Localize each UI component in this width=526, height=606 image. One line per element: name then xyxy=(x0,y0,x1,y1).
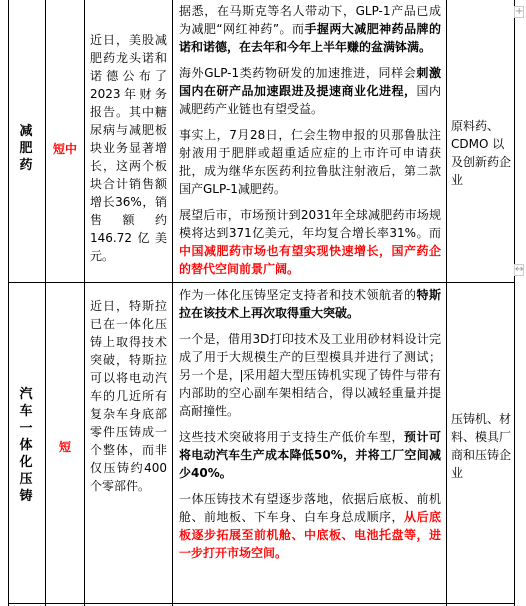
table-resize-handle[interactable]: ↔ xyxy=(515,264,524,275)
table-resize-handle[interactable]: + xyxy=(515,6,524,17)
table-border-right xyxy=(514,0,515,606)
table-border-bottom xyxy=(8,603,515,604)
row-title-weight-loss-drug: 减 肥 药 xyxy=(19,124,33,173)
event-description: 近日，美股减肥药龙头诺和诺德公布了2023年财务报告。其中糖尿病与减肥板块业务显著增长，这两个板块合计销售额增长36%，销售额约146.72亿美元。 xyxy=(90,33,167,263)
col-divider-3 xyxy=(172,0,173,606)
col-divider-4 xyxy=(446,0,447,606)
detail-analysis: 作为一体化压铸坚定支持者和技术领航者的特斯拉在该技术上再次取得重大突破。 一个是，借用3D打印技术及工业用砂材料设计完成了用于大规模生产的巨型模具并进行了测试；另一个是，采用超大型压铸机实现了铸件与带有内部助的空心副车架相结合，得以减轻重量并提高耐撞性。 这些技术突破将用于支持生产低价车型，预计可将电动汽车生产成本降低50%，并将工厂空间减少40%。 一体压铸技术有望逐步落地，依据后底板、前机舱、前地板、下车身、白车身总成顺序，从后底板逐步拓展至前机舱、中底板、电池托盘等，进一步打开市场空间。 xyxy=(179,288,441,560)
col-divider-2 xyxy=(84,0,85,606)
detail-analysis: 据悉，在马斯克等名人带动下，GLP-1产品已成为减肥“网红神药”。而手握两大减肥神药品牌的诺和诺德，在去年和今年上半年赚的盆满钵满。 海外GLP-1类药物研发的加速推进，同样会刺激国内在研产品加速跟进及提速商业化进程，国内减肥药产业链也有望受益。 事实上，7月28日，仁会生物申报的贝那鲁肽注射液用于肥胖或超重适应症的上市许可申请获批，成为继华东医药利拉鲁肽注射液后，第二款国产GLP-1减肥药。 展望后市，市场预计到2031年全球减肥药市场规模将达到371亿美元，年均复合增长率31%。而中国减肥药市场也有望实现快速增长，国产药企的替代空间前景广阔。 xyxy=(179,4,441,276)
benefit-targets: 原料药、CDMO 以及创新药企业 xyxy=(451,119,512,187)
table-border-left xyxy=(8,0,9,606)
period-badge: 短 xyxy=(58,440,71,454)
row-title-auto-die-casting: 汽 车 一 体 化 压 铸 xyxy=(19,387,33,504)
benefit-targets: 压铸机、材料、模具厂商和压铸企业 xyxy=(451,412,512,480)
event-description: 近日，特斯拉已在一体化压铸上取得技术突破，特斯拉可以将电动汽车的几近所有复杂车身底部零件压铸成一个整体，而非仅压铸约400个零部件。 xyxy=(90,299,167,493)
period-badge: 短中 xyxy=(52,142,77,156)
col-divider-1 xyxy=(45,0,46,606)
